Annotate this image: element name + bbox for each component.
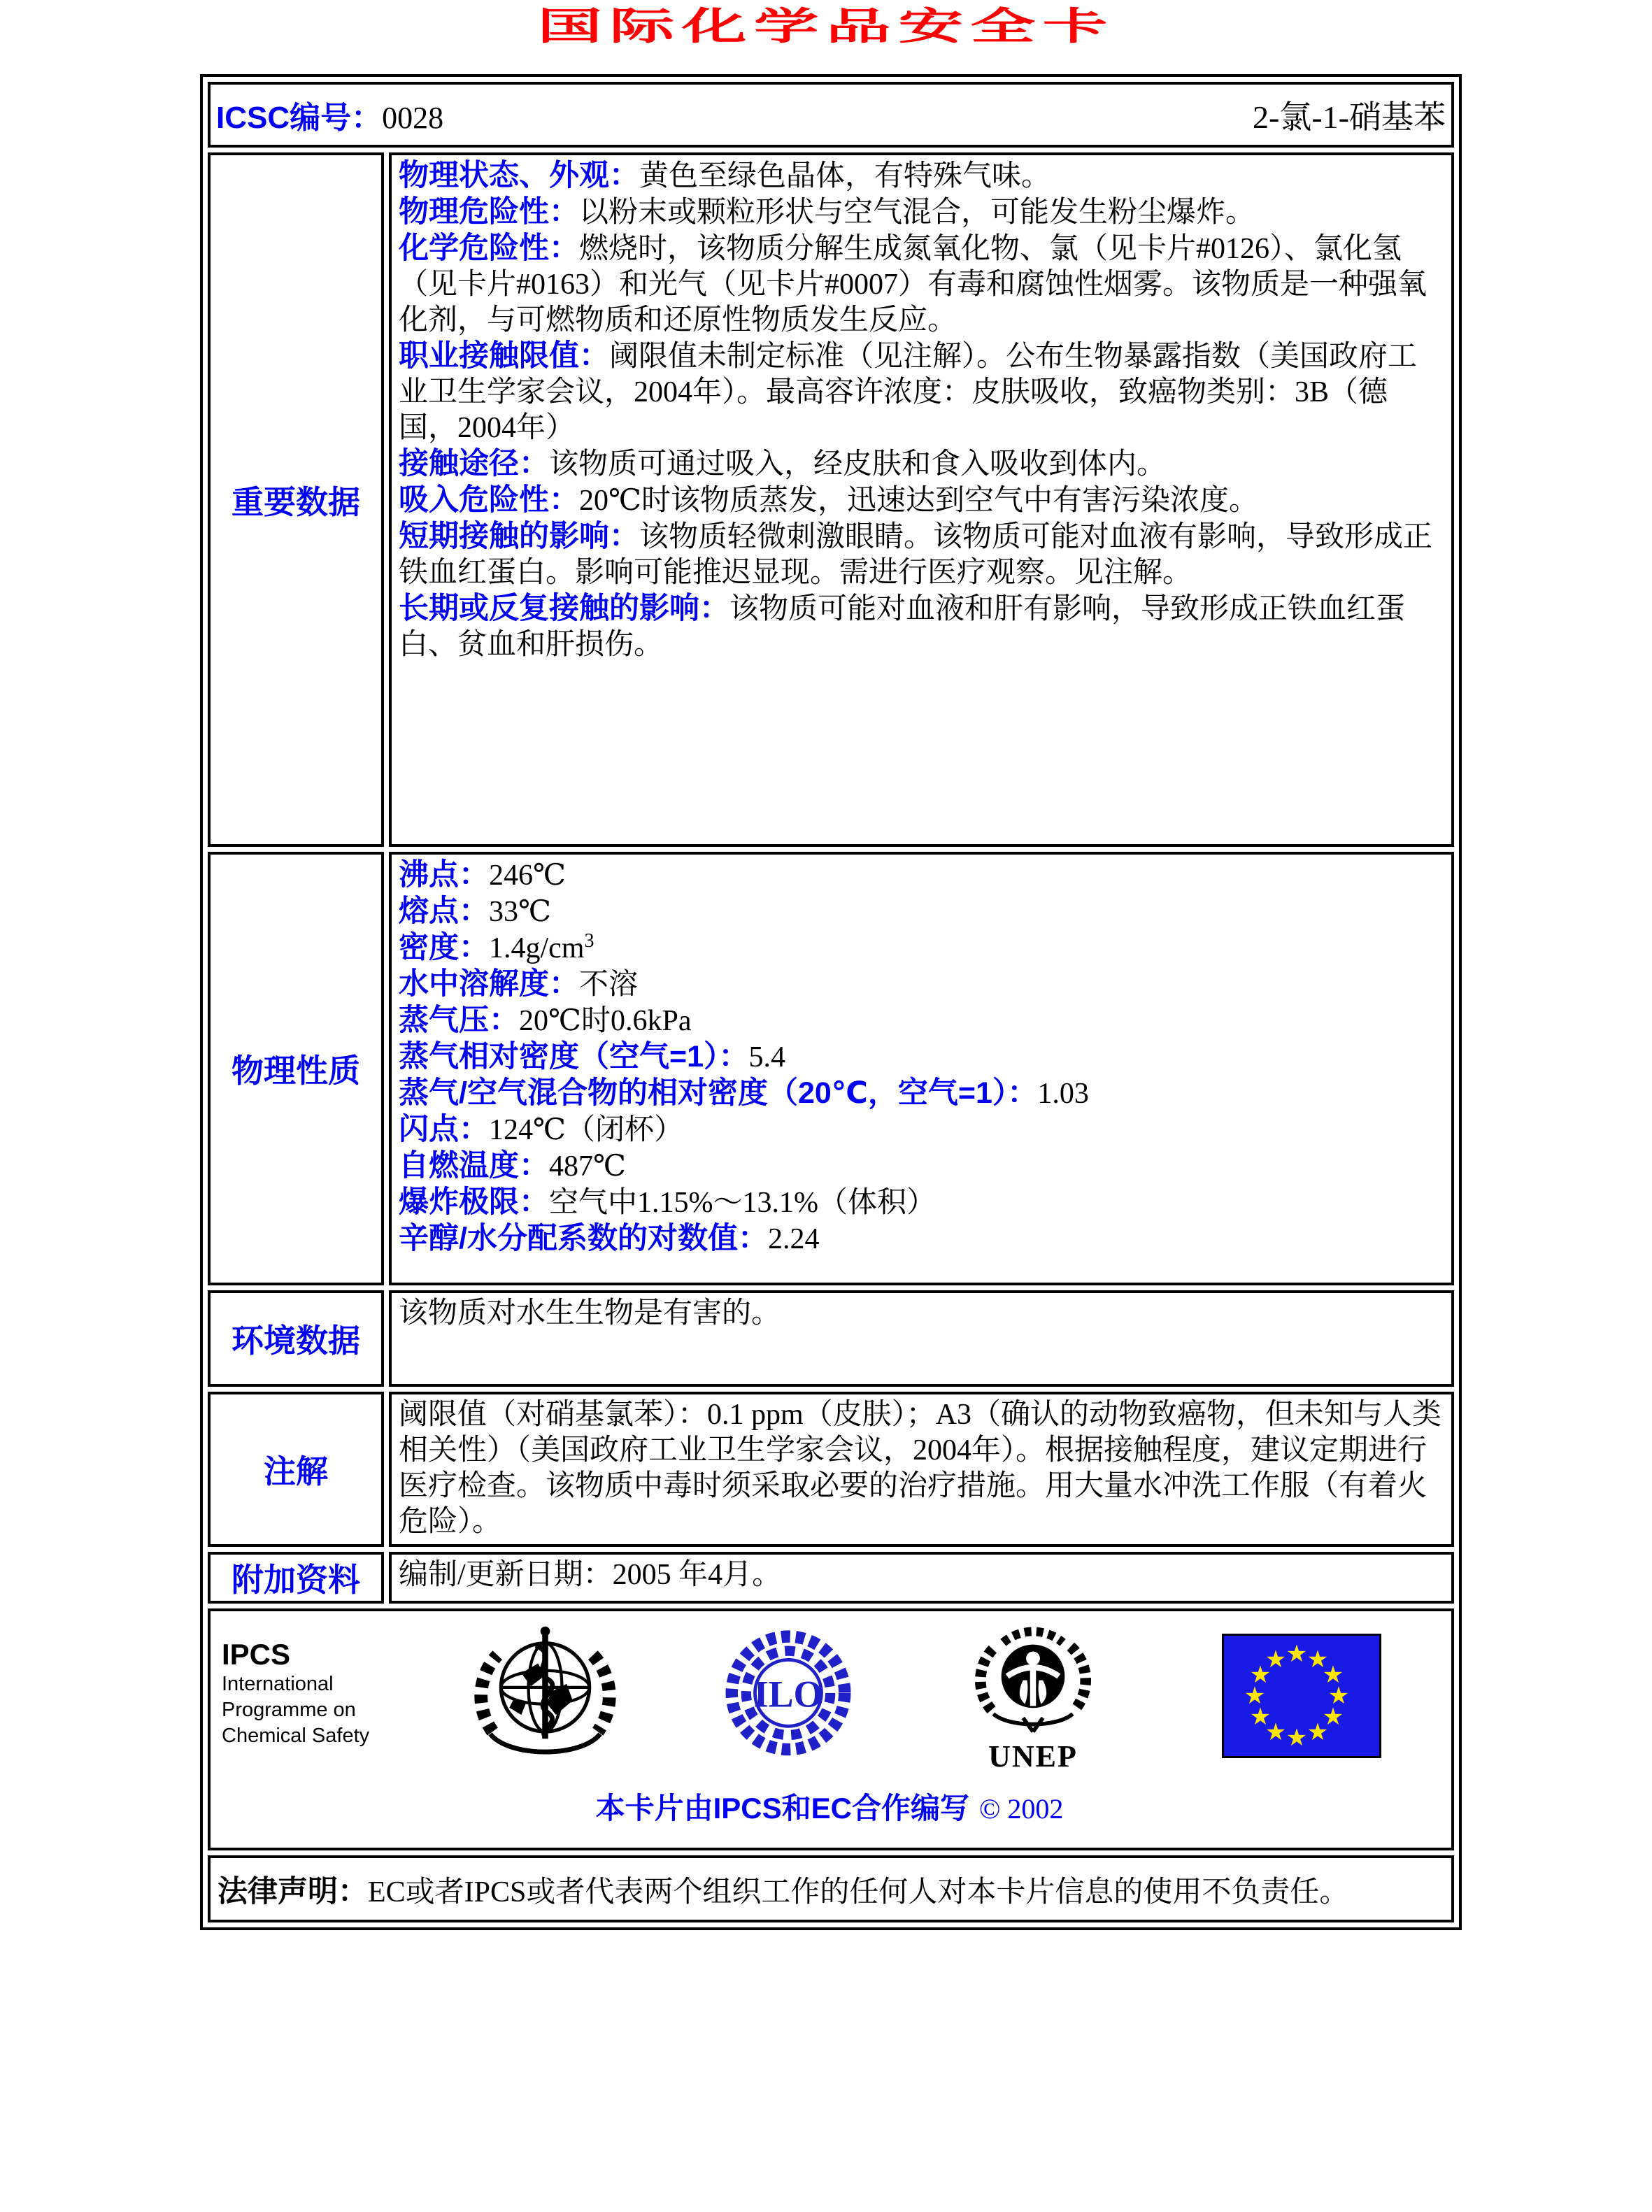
- unep-logo: [974, 1618, 1092, 1774]
- environment-text: 该物质对水生生物是有害的。: [399, 1297, 781, 1329]
- who-logo: [473, 1618, 617, 1776]
- section-label-environmental-data: 环境数据: [208, 1290, 384, 1387]
- eu-star: ★: [1327, 1682, 1350, 1710]
- physical-item: 蒸气/空气混合物的相对密度（20℃，空气=1）：1.03: [399, 1076, 1089, 1110]
- eu-star: ★: [1306, 1646, 1329, 1674]
- density-exponent: 3: [584, 930, 594, 952]
- legal-notice-label: 法律声明：: [218, 1874, 368, 1908]
- physical-item: 闪点：124℃（闭杯）: [399, 1113, 683, 1146]
- eu-star: ★: [1306, 1718, 1329, 1746]
- ilo-logo-icon: [722, 1618, 855, 1772]
- icsc-number-value: 0028: [382, 101, 444, 135]
- page-title: 国际化学品安全卡: [537, 6, 1115, 48]
- ilo-logo: [722, 1618, 855, 1772]
- icsc-number-field: [216, 92, 443, 137]
- eu-star: ★: [1286, 1640, 1308, 1668]
- eu-star: ★: [1322, 1661, 1344, 1689]
- section-content-notes: [389, 1392, 1454, 1547]
- who-logo-icon: [473, 1618, 617, 1776]
- notes-text: 阈限值（对硝基氯苯）：0.1 ppm（皮肤）；A3（确认的动物致癌物，但未知与人类相关性）（美国政府工业卫生学家会议，2004年）。根据接触程度，建议定期进行医疗检查。该物质中毒时须采取必要的治疗措施。用大量水冲洗工作服（有着火危险）。: [399, 1399, 1442, 1538]
- physical-item: 爆炸极限：空气中1.15%～13.1%（体积）: [399, 1185, 936, 1219]
- physical-item: 辛醇/水分配系数的对数值：2.24: [399, 1222, 820, 1255]
- important-item: 物理危险性：以粉末或颗粒形状与空气混合，可能发生粉尘爆炸。: [399, 195, 1255, 229]
- eu-flag-stars: [1224, 1636, 1379, 1756]
- ilo-monogram: ILO: [753, 1673, 823, 1715]
- eu-flag: [1222, 1634, 1381, 1758]
- section-content-important-data: [389, 152, 1454, 847]
- physical-item: 水中溶解度：不溶: [399, 967, 639, 1001]
- cooperation-caption: [222, 1785, 1437, 1827]
- important-item: 接触途径：该物质可通过吸入，经皮肤和食入吸收到体内。: [399, 447, 1167, 480]
- ipcs-acronym: IPCS: [222, 1638, 291, 1671]
- important-item: 物理状态、外观：黄色至绿色晶体，有特殊气味。: [399, 159, 1051, 192]
- cooperation-caption-text: 本卡片由IPCS和EC合作编写: [595, 1792, 969, 1825]
- important-item: 吸入危险性：20℃时该物质蒸发，迅速达到空气中有害污染浓度。: [399, 483, 1258, 517]
- section-label-physical-properties: 物理性质: [208, 852, 384, 1285]
- physical-item: 蒸气相对密度（空气=1）：5.4: [399, 1040, 786, 1073]
- eu-star: ★: [1286, 1724, 1308, 1752]
- eu-star: ★: [1265, 1718, 1287, 1746]
- unep-wordmark: UNEP: [988, 1739, 1078, 1774]
- important-item: 长期或反复接触的影响：该物质可能对血液和肝有影响，导致形成正铁血红蛋白、贫血和肝损伤。: [399, 592, 1406, 661]
- section-content-additional-info: [389, 1552, 1454, 1604]
- additional-info-text: 编制/更新日期：2005 年4月。: [399, 1559, 782, 1591]
- important-item: 职业接触限值：阈限值未制定标准（见注解）。公布生物暴露指数（美国政府工业卫生学家会议，2004年）。最高容许浓度：皮肤吸收，致癌物类别：3B（德国，2004年）: [399, 339, 1418, 444]
- legal-notice-row: [208, 1855, 1454, 1922]
- legal-notice-text: EC或者IPCS或者代表两个组织工作的任何人对本卡片信息的使用不负责任。: [368, 1876, 1349, 1908]
- section-content-physical-properties: [389, 852, 1454, 1285]
- icsc-number-label: ICSC编号：: [216, 101, 383, 135]
- section-content-environmental-data: [389, 1290, 1454, 1387]
- eu-star: ★: [1244, 1682, 1266, 1710]
- important-item: 短期接触的影响：该物质轻微刺激眼睛。该物质可能对血液有影响，导致形成正铁血红蛋白。影响可能推迟显现。需进行医疗观察。见注解。: [399, 520, 1433, 589]
- eu-star: ★: [1249, 1661, 1272, 1689]
- section-label-notes: 注解: [208, 1392, 384, 1547]
- important-item: 化学危险性：燃烧时，该物质分解生成氮氧化物、氯（见卡片#0126）、氯化氢（见卡片#0163）和光气（见卡片#0007）有毒和腐蚀性烟雾。该物质是一种强氧化剂，与可燃物质和还原性物质发生反应。: [399, 231, 1427, 336]
- physical-item: 密度：$1.4g/cm^3$: [399, 930, 594, 964]
- eu-star: ★: [1265, 1646, 1287, 1674]
- unep-logo-icon: [974, 1618, 1092, 1744]
- ipcs-text-block: IPCS International Programme on Chemical Safety: [222, 1638, 397, 1749]
- physical-item: 沸点：246℃: [399, 858, 566, 892]
- chemical-name: 2-氯-1-硝基苯: [1253, 99, 1446, 135]
- copyright-year: © 2002: [978, 1793, 1064, 1825]
- section-label-additional-info: 附加资料: [208, 1552, 384, 1604]
- eu-star: ★: [1322, 1703, 1344, 1731]
- physical-item: 蒸气压：20℃时0.6kPa: [399, 1004, 692, 1037]
- logos-row: [208, 1608, 1454, 1850]
- physical-item: 熔点：33℃: [399, 894, 551, 928]
- safety-card-table: [200, 74, 1462, 1930]
- card-header-row: [208, 82, 1454, 148]
- physical-item: 自燃温度：487℃: [399, 1149, 626, 1183]
- section-label-important-data: 重要数据: [208, 152, 384, 847]
- eu-star: ★: [1249, 1703, 1272, 1731]
